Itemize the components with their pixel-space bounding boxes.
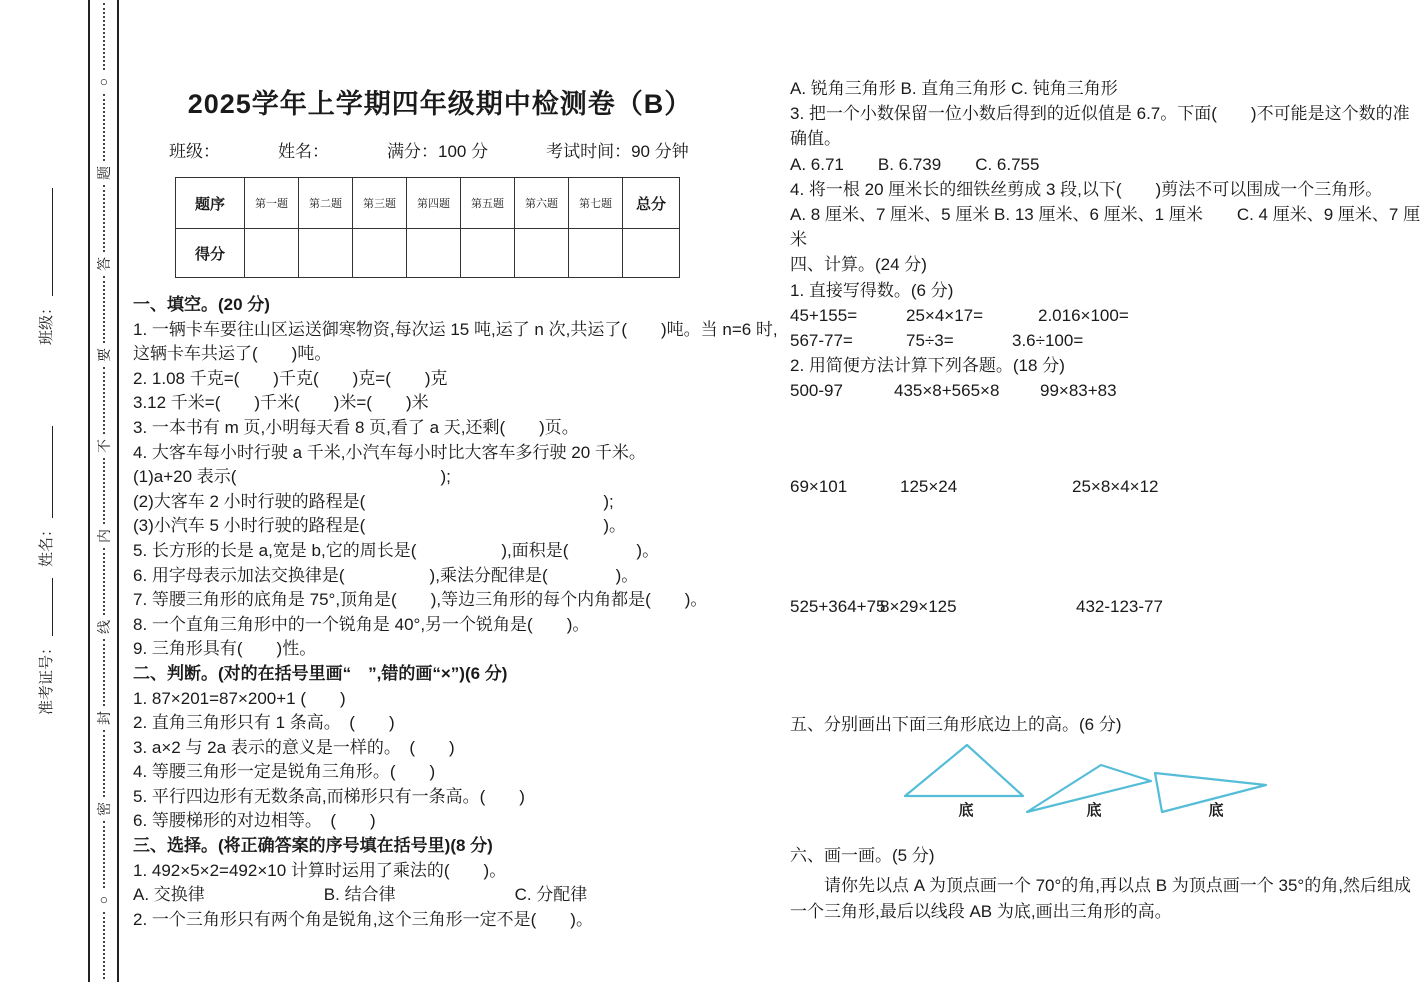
triangles-figure — [880, 739, 1410, 832]
question-line: 五、分别画出下面三角形底边上的高。(6 分) — [790, 715, 1122, 735]
questions-right — [790, 76, 1421, 924]
calc-row — [790, 378, 1410, 403]
calc-expression: 3.6÷100= — [1012, 331, 1084, 351]
question-line: 2. 直角三角形只有 1 条高。 ( ) — [133, 713, 395, 733]
dotted-segment — [103, 94, 105, 161]
calc-expression: 75÷3= — [906, 331, 954, 351]
score-cell-empty — [569, 229, 623, 278]
calc-expression: 45+155= — [790, 305, 858, 325]
score-cell-question: 第一题 — [245, 178, 299, 229]
question-line: 3. a×2 与 2a 表示的意义是一样的。 ( ) — [133, 737, 455, 757]
question-line: (2)大客车 2 小时行驶的路程是( ); — [133, 491, 614, 511]
dotted-seal-line — [90, 0, 117, 982]
calc-expression: 525+364+75 — [790, 596, 886, 616]
score-table — [175, 177, 680, 278]
dotted-segment — [103, 458, 105, 525]
exam-info-row — [169, 137, 747, 162]
dotted-segment — [103, 730, 105, 797]
calc-expression: 8×29×125 — [880, 596, 957, 616]
score-cell-empty — [515, 229, 569, 278]
question-line: 8. 一个直角三角形中的一个锐角是 40°,另一个锐角是( )。 — [133, 614, 590, 634]
calc-expression: 432-123-77 — [1076, 596, 1163, 616]
question-line: 3.12 千米=( )千米( )米=( )米 — [133, 393, 429, 413]
question-line: 六、画一画。(5 分) — [790, 846, 935, 866]
dotted-segment — [103, 639, 105, 706]
score-cell-empty — [623, 229, 680, 278]
question-line: 1. 87×201=87×200+1 ( ) — [133, 688, 346, 708]
score-cell-question: 第四题 — [407, 178, 461, 229]
calc-expression: 25×4×17= — [906, 305, 984, 325]
dotted-segment — [103, 912, 105, 979]
seal-char: 题 — [95, 165, 112, 180]
triangle-base-label: 底 — [958, 802, 974, 820]
question-line: 2. 一个三角形只有两个角是锐角,这个三角形一定不是( )。 — [133, 909, 593, 929]
question-line: A. 交换律 B. 结合律 C. 分配律 — [133, 885, 588, 905]
seal-char: 要 — [95, 347, 112, 362]
margin-field-underline — [38, 426, 53, 518]
dotted-segment — [103, 367, 105, 434]
seal-char: 线 — [95, 620, 112, 635]
triangles-svg — [880, 739, 1300, 827]
question-line: 5. 平行四边形有无数条高,而梯形只有一条高。( ) — [133, 786, 525, 806]
score-cell-total: 总分 — [623, 178, 680, 229]
info-item: 满分：100 分 — [387, 142, 489, 161]
question-line: 1. 直接写得数。(6 分) — [790, 280, 954, 300]
score-cell-question: 第七题 — [569, 178, 623, 229]
dotted-segment — [103, 821, 105, 888]
question-line: 一个三角形,最后以线段 AB 为底,画出三角形的高。 — [790, 901, 1172, 921]
score-cell-question: 第三题 — [353, 178, 407, 229]
question-line: 2. 1.08 千克=( )千克( )克=( )克 — [133, 368, 448, 388]
score-cell-empty — [299, 229, 353, 278]
question-line: (1)a+20 表示( ); — [133, 467, 451, 487]
question-line: 6. 等腰梯形的对边相等。 ( ) — [133, 811, 376, 831]
question-line: 3. 一本书有 m 页,小明每天看 8 页,看了 a 天,还剩( )页。 — [133, 417, 579, 437]
question-line: 三、选择。(将正确答案的序号填在括号里)(8 分) — [133, 836, 493, 856]
seal-char: 内 — [95, 529, 112, 544]
question-line: 一、填空。(20 分) — [133, 295, 270, 314]
question-line: 3. 把一个小数保留一位小数后得到的近似值是 6.7。下面( )不可能是这个数的准 — [790, 104, 1410, 124]
question-line: A. 6.71 B. 6.739 C. 6.755 — [790, 154, 1040, 174]
question-line: 7. 等腰三角形的底角是 75°,顶角是( ),等边三角形的每个内角都是( )。 — [133, 590, 708, 610]
question-line: 2. 用简便方法计算下列各题。(18 分) — [790, 356, 1065, 376]
calc-expression: 567-77= — [790, 331, 853, 351]
margin-field — [34, 426, 56, 567]
seal-char: 不 — [95, 438, 112, 453]
info-item: 考试时间：90 分钟 — [546, 142, 689, 161]
score-cell-label: 得分 — [176, 229, 245, 278]
question-line: 二、判断。(对的在括号里画“ ”,错的画“×”)(6 分) — [133, 663, 508, 683]
score-cell-empty — [245, 229, 299, 278]
margin-field — [34, 578, 56, 715]
score-cell-corner: 题序 — [176, 178, 245, 229]
dotted-segment — [103, 185, 105, 252]
question-line: 请你先以点 A 为顶点画一个 70°的角,再以点 B 为顶点画一个 35°的角,然后组成 — [824, 876, 1411, 896]
seal-char: 答 — [95, 256, 112, 271]
score-cell-empty — [407, 229, 461, 278]
question-line: 1. 492×5×2=492×10 计算时运用了乘法的( )。 — [133, 860, 507, 880]
question-line: 4. 大客车每小时行驶 a 千米,小汽车每小时比大客车多行驶 20 千米。 — [133, 442, 646, 462]
question-line: (3)小汽车 5 小时行驶的路程是( )。 — [133, 516, 626, 536]
margin-field-label: 班级： — [37, 299, 55, 345]
score-cell-empty — [461, 229, 515, 278]
margin-field-label: 准考证号： — [37, 639, 55, 715]
question-line: 4. 将一根 20 厘米长的细铁丝剪成 3 段,以下( )剪法不可以围成一个三角形。 — [790, 179, 1383, 199]
calc-expression: 2.016×100= — [1038, 305, 1129, 325]
margin-field-underline — [38, 188, 53, 296]
score-cell-empty — [353, 229, 407, 278]
left-column — [133, 70, 778, 932]
calc-row — [790, 474, 1410, 499]
calc-expression: 99×83+83 — [1040, 381, 1117, 401]
question-line: 确值。 — [790, 129, 841, 149]
dotted-segment — [103, 276, 105, 343]
calc-row — [790, 328, 1410, 353]
question-line: 9. 三角形具有( )性。 — [133, 639, 317, 659]
score-table-header-row — [176, 178, 680, 229]
info-item: 班级： — [169, 142, 220, 161]
page-title: 2025学年上学期四年级期中检测卷（B） — [187, 89, 693, 119]
triangle-base-label: 底 — [1208, 802, 1224, 820]
margin-field-label: 姓名： — [37, 521, 55, 567]
calc-expression: 500-97 — [790, 381, 843, 401]
calc-expression: 25×8×4×12 — [1072, 476, 1159, 496]
question-line: 这辆卡车共运了( )吨。 — [133, 344, 332, 364]
question-line: A. 8 厘米、7 厘米、5 厘米 B. 13 厘米、6 厘米、1 厘米 C. 4 厘米、9 厘米、7 厘 — [790, 205, 1421, 225]
question-line: A. 锐角三角形 B. 直角三角形 C. 钝角三角形 — [790, 79, 1118, 98]
score-cell-question: 第二题 — [299, 178, 353, 229]
info-item: 姓名： — [278, 142, 329, 161]
question-line: 四、计算。(24 分) — [790, 255, 927, 275]
dotted-segment — [103, 548, 105, 615]
calc-row — [790, 303, 1410, 328]
questions-left — [133, 293, 778, 932]
triangle-base-label: 底 — [1086, 802, 1102, 820]
question-line: 6. 用字母表示加法交换律是( ),乘法分配律是( )。 — [133, 565, 639, 585]
seal-circle: ○ — [95, 895, 112, 905]
calc-row — [790, 594, 1410, 619]
question-line: 5. 长方形的长是 a,宽是 b,它的周长是( ),面积是( )。 — [133, 540, 660, 560]
calc-expression: 69×101 — [790, 476, 848, 496]
question-line: 米 — [790, 230, 807, 250]
dotted-segment — [103, 3, 105, 70]
calc-expression: 435×8+565×8 — [894, 381, 1000, 401]
seal-border-line-right — [117, 0, 119, 982]
score-table-score-row — [176, 229, 680, 278]
margin-field — [34, 188, 56, 345]
seal-char: 密 — [95, 802, 112, 817]
question-line: 1. 一辆卡车要往山区运送御寒物资,每次运 15 吨,运了 n 次,共运了( )吨。当 n=6 时, — [133, 319, 778, 339]
margin-field-underline — [38, 578, 53, 636]
score-cell-question: 第六题 — [515, 178, 569, 229]
triangle-shape — [905, 745, 1023, 796]
seal-char: 封 — [95, 711, 112, 726]
calc-expression: 125×24 — [900, 476, 958, 496]
score-cell-question: 第五题 — [461, 178, 515, 229]
seal-circle: ○ — [95, 77, 112, 87]
question-line: 4. 等腰三角形一定是锐角三角形。( ) — [133, 762, 436, 782]
